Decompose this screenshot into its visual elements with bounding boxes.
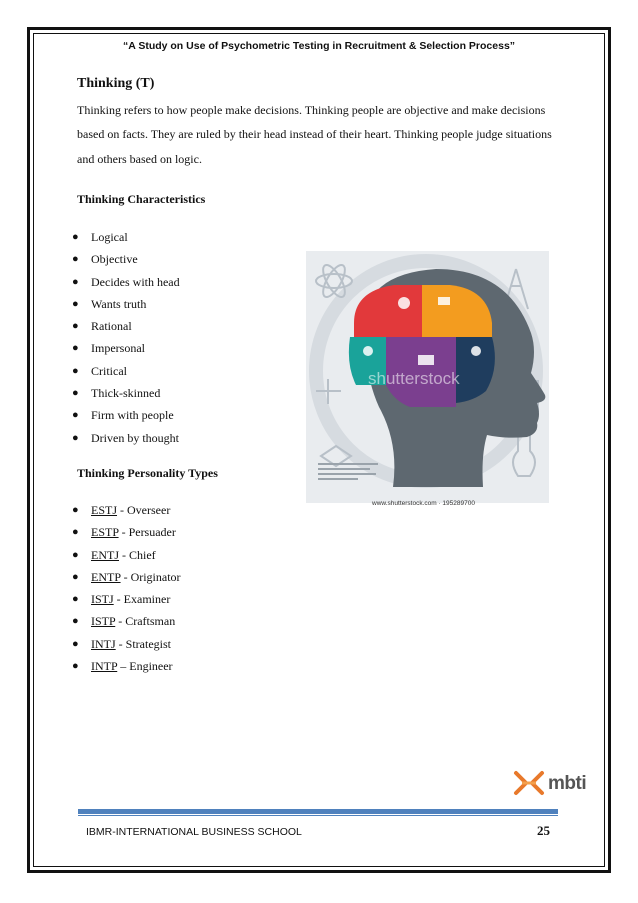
- bullet-icon: ●: [72, 431, 79, 444]
- illustration-caption: www.shutterstock.com · 195289700: [372, 500, 475, 507]
- characteristic-text: Decides with head: [91, 274, 180, 289]
- type-code: ENTP: [91, 569, 121, 584]
- characteristic-text: Driven by thought: [91, 430, 179, 445]
- type-separator: -: [118, 525, 129, 540]
- characteristic-item: [72, 317, 180, 339]
- bullet-icon: ●: [72, 593, 79, 606]
- characteristic-text: Firm with people: [91, 408, 174, 423]
- characteristic-item: [72, 273, 180, 295]
- characteristic-text: Impersonal: [91, 341, 145, 356]
- type-code: INTJ: [91, 636, 116, 651]
- characteristics-list: [72, 228, 180, 451]
- personality-type-item: [72, 635, 181, 657]
- type-name: Persuader: [128, 525, 176, 540]
- characteristic-text: Critical: [91, 363, 127, 378]
- mbti-logo-text: mbti: [548, 773, 587, 794]
- section-heading: Thinking (T): [77, 76, 155, 91]
- characteristic-item: [72, 406, 180, 428]
- characteristic-text: Objective: [91, 252, 138, 267]
- characteristic-item: [72, 429, 180, 451]
- personality-type-item: [72, 657, 181, 679]
- characteristic-text: Thick-skinned: [91, 386, 161, 401]
- type-separator: -: [115, 614, 126, 629]
- type-name: Examiner: [123, 592, 171, 607]
- characteristic-item: [72, 295, 180, 317]
- type-code: ISTP: [91, 614, 116, 629]
- type-name: Overseer: [127, 503, 171, 517]
- mbti-logo: [512, 769, 587, 797]
- bullet-icon: ●: [72, 364, 79, 377]
- type-separator: -: [119, 547, 129, 562]
- footer-school-name: IBMR-INTERNATIONAL BUSINESS SCHOOL: [86, 826, 302, 838]
- characteristic-item: [72, 384, 180, 406]
- watermark-text: shutterstock: [368, 369, 460, 388]
- type-code: ENTJ: [91, 547, 119, 562]
- characteristic-item: [72, 339, 180, 361]
- personality-type-item: [72, 590, 181, 612]
- type-name: Originator: [130, 569, 181, 584]
- footer-rule-thin: [78, 815, 558, 816]
- personality-type-item: [72, 612, 181, 634]
- type-name: Craftsman: [125, 614, 176, 629]
- personality-type-item: [72, 568, 181, 590]
- bullet-icon: ●: [72, 409, 79, 422]
- bullet-icon: ●: [72, 504, 79, 516]
- characteristic-text: Wants truth: [91, 296, 147, 311]
- characteristic-text: Logical: [91, 230, 128, 244]
- bullet-icon: ●: [72, 275, 79, 288]
- type-separator: -: [115, 636, 126, 651]
- bullet-icon: ●: [72, 253, 79, 266]
- bullet-icon: ●: [72, 637, 79, 650]
- characteristic-item: [72, 228, 180, 250]
- personality-type-item: [72, 501, 181, 523]
- type-separator: -: [120, 569, 131, 584]
- footer-rule: [78, 809, 558, 814]
- bullet-icon: ●: [72, 387, 79, 400]
- type-name: Strategist: [125, 636, 171, 651]
- page-number: 25: [537, 823, 550, 838]
- characteristic-item: [72, 362, 180, 384]
- characteristics-heading: Thinking Characteristics: [77, 192, 206, 206]
- bullet-icon: ●: [72, 320, 79, 333]
- type-separator: -: [113, 592, 124, 607]
- characteristic-text: Rational: [91, 319, 132, 334]
- section-paragraph: Thinking refers to how people make decisions. Thinking people are objective and make decisions based on facts. They are ruled by their head instead of their heart. Thinking people judge situations and others based on logic.: [77, 103, 552, 166]
- bullet-icon: ●: [72, 526, 79, 539]
- type-code: ESTJ: [91, 503, 118, 517]
- type-separator: –: [117, 659, 130, 674]
- bullet-icon: ●: [72, 297, 79, 310]
- bullet-icon: ●: [72, 548, 79, 561]
- types-heading: Thinking Personality Types: [77, 466, 218, 480]
- type-name: Chief: [129, 547, 156, 562]
- personality-type-item: [72, 546, 181, 568]
- type-code: INTP: [91, 659, 118, 674]
- type-name: Engineer: [129, 659, 173, 674]
- types-list: [72, 501, 181, 679]
- type-code: ESTP: [91, 525, 119, 540]
- bullet-icon: ●: [72, 660, 79, 673]
- bullet-icon: ●: [72, 615, 79, 628]
- mbti-logo-icon: [512, 769, 546, 797]
- bullet-icon: ●: [72, 342, 79, 355]
- characteristic-item: [72, 250, 180, 272]
- brain-head-illustration: [306, 251, 549, 503]
- type-separator: -: [117, 503, 128, 517]
- personality-type-item: [72, 523, 181, 545]
- document-header: “A Study on Use of Psychometric Testing in Recruitment & Selection Process”: [122, 40, 516, 52]
- bullet-icon: ●: [72, 570, 79, 583]
- type-code: ISTJ: [91, 592, 114, 607]
- bullet-icon: ●: [72, 231, 79, 243]
